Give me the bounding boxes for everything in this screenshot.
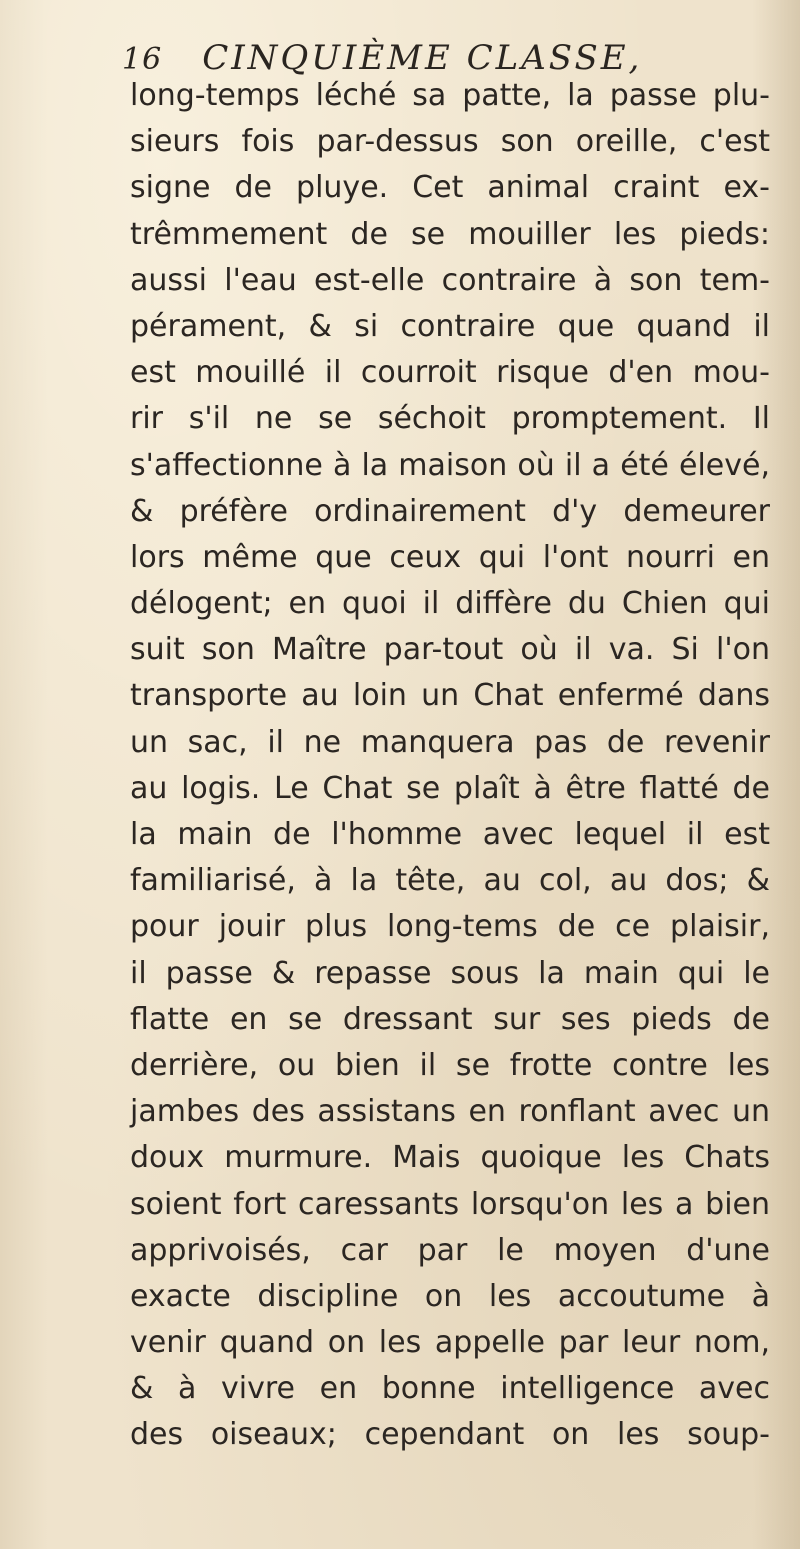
text-line: familiarisé, à la tête, au col, au dos; &	[130, 863, 770, 899]
text-line: il passe & repasse sous la main qui le	[130, 955, 770, 991]
text-line: transporte au loin un Chat enfermé dans	[130, 678, 770, 714]
text-line: jambes des assistans en ronflant avec un	[130, 1094, 770, 1130]
text-line: s'affectionne à la maison où il a été élevé,	[130, 447, 770, 483]
running-head: CINQUIÈME CLASSE,	[202, 38, 643, 78]
text-line: & préfère ordinairement d'y demeurer	[130, 493, 770, 529]
text-line: signe de pluye. Cet animal craint ex-	[130, 170, 770, 206]
text-line: exacte discipline on les accoutume à	[130, 1278, 770, 1314]
body-text	[130, 73, 770, 1459]
text-line: apprivoisés, car par le moyen d'une	[130, 1232, 770, 1268]
text-line: délogent; en quoi il diffère du Chien qui	[130, 586, 770, 622]
text-line: doux murmure. Mais quoique les Chats	[130, 1140, 770, 1176]
text-line: est mouillé il courroit risque d'en mou-	[130, 355, 770, 391]
text-line: & à vivre en bonne intelligence avec	[130, 1371, 770, 1407]
text-line: pour jouir plus long-tems de ce plaisir,	[130, 909, 770, 945]
text-line: pérament, & si contraire que quand il	[130, 308, 770, 344]
text-line: soient fort caressants lorsqu'on les a bien	[130, 1186, 770, 1222]
text-line: sieurs fois par-dessus son oreille, c'est	[130, 124, 770, 160]
text-line: trêmmement de se mouiller les pieds:	[130, 216, 770, 252]
text-line: la main de l'homme avec lequel il est	[130, 817, 770, 852]
text-line: flatte en se dressant sur ses pieds de	[130, 1001, 770, 1037]
text-line: un sac, il ne manquera pas de revenir	[130, 724, 770, 760]
text-line: venir quand on les appelle par leur nom,	[130, 1325, 770, 1361]
text-line: au logis. Le Chat se plaît à être flatté de	[130, 770, 770, 806]
text-line: suit son Maître par-tout où il va. Si l'on	[130, 632, 770, 668]
text-line: long-temps léché sa patte, la passe plu-	[130, 78, 770, 113]
text-line: lors même que ceux qui l'ont nourri en	[130, 539, 770, 575]
text-line: des oiseaux; cependant on les soup-	[130, 1417, 770, 1453]
text-line: rir s'il ne se séchoit promptement. Il	[130, 401, 770, 437]
text-line: aussi l'eau est-elle contraire à son tem-	[130, 262, 770, 298]
page-number: 16	[122, 42, 163, 77]
text-line: derrière, ou bien il se frotte contre les	[130, 1047, 770, 1083]
